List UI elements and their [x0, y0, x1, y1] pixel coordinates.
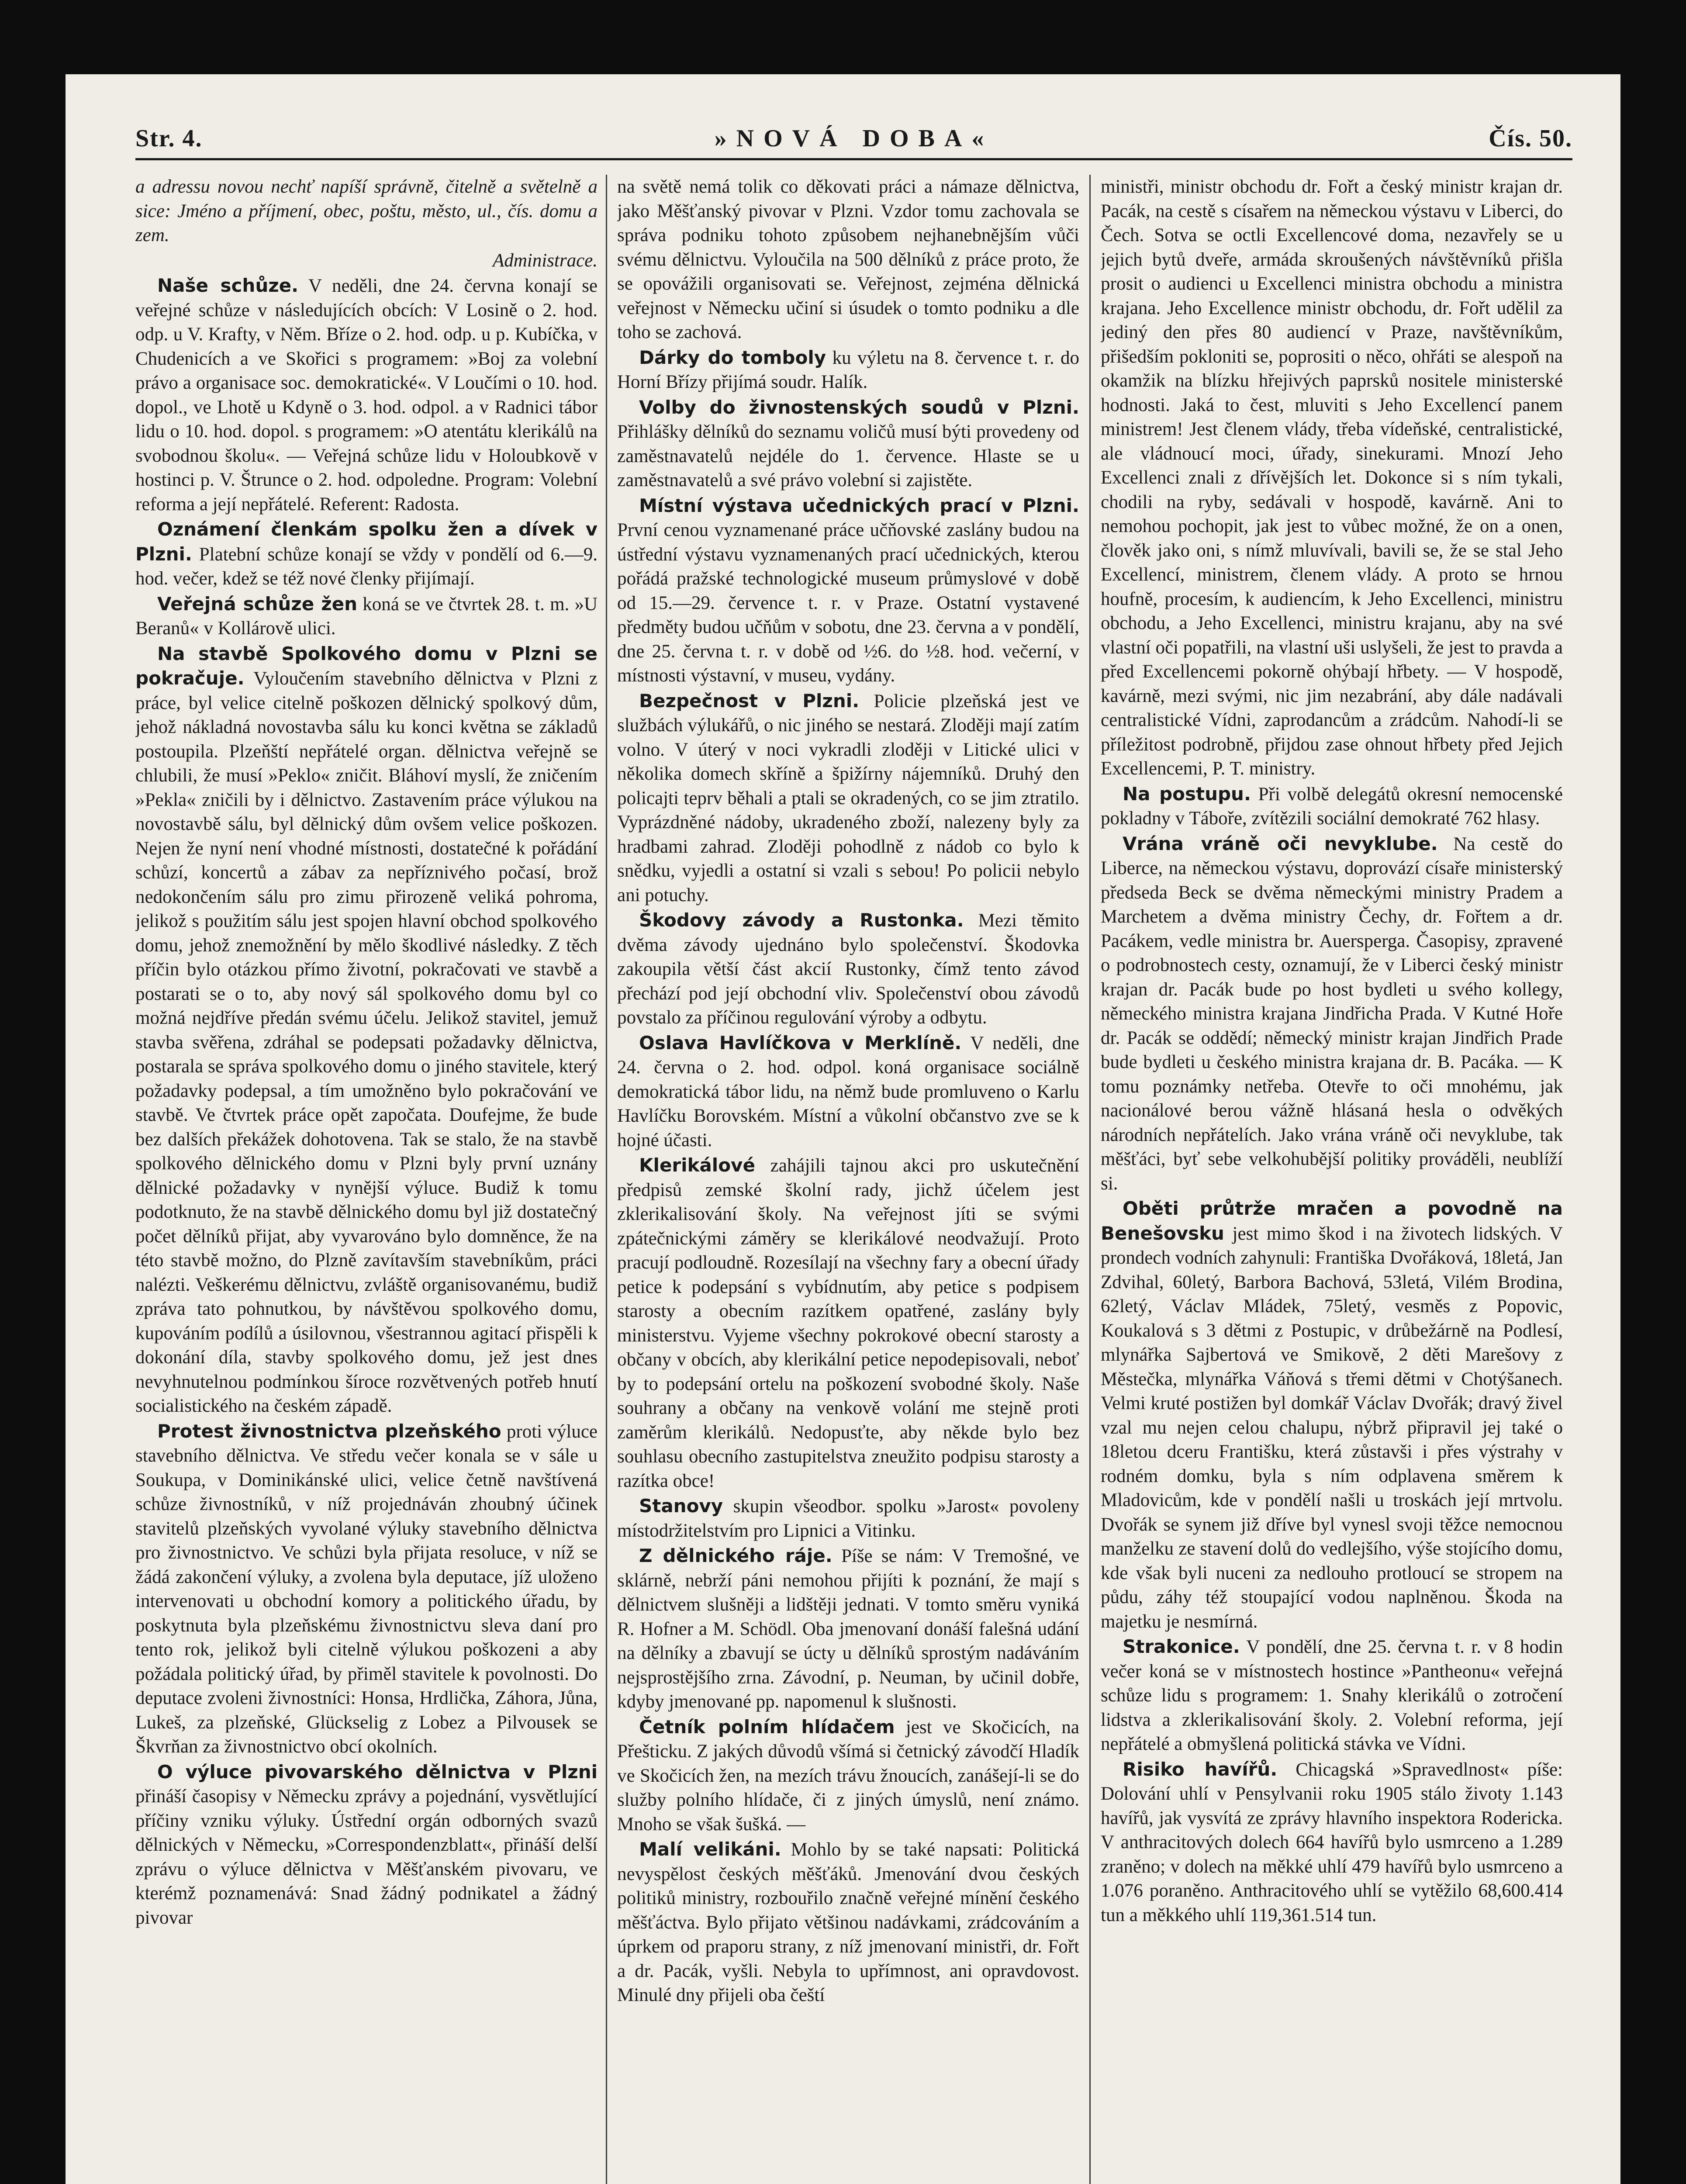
article-text: a adressu novou nechť napíší správně, čitelně a světelně a sice: Jméno a příjmení, obec, poštu, město, ul., čís. domu a zem. — [135, 176, 598, 245]
item-body: Při volbě delegátů okresní nemocenské pokladny v Táboře, zvítězili sociální demokraté 762 hlasy. — [1101, 784, 1563, 829]
item-body: V neděli, dne 24. června konají se veřejné schůze v následujících obcích: V Losině o 2. hod. odp. u V. Krafty, v Něm. Bříze o 2. hod. odp. u p. Kubíčka, v Chudenicích a ve Skořici s programem: »Boj za volební právo a organisace soc. demokratické«. V Loučími o 10. hod. dopol., ve Lhotě u Kdyně o 3. hod. odpol. a v Radnici tábor lidu o 10. hod. dopol. s programem: »O atentátu klerikálů na svobodnou školu«. — Veřejná schůze lidu v Holoubkově v hostinci p. V. Štrunce o 2. hod. odpoledne. Program: Volební reforma a její nepřátelé. Referent: Radosta. — [135, 276, 598, 515]
item-body: Píše se nám: V Tremošné, ve sklárně, nebrží páni nemohou přijíti k poznání, že mají s dělnictvem slušněji a lidštěji jednati. V tomto směru vyniká R. Hofner a M. Schödl. Oba jmenovaní donáší falešná udání na dělníky a zbavují se úcty u dělníků sprostým nadáváním nejsprostějšího zrna. Závodní, p. Neuman, by učinil dobře, kdyby jmenované pp. napomenul k slušnosti. — [617, 1546, 1079, 1712]
news-item — [135, 517, 598, 591]
item-body: skupin všeodbor. spolku »Jarost« povoleny místodržitelstvím pro Lipnici a Vitinku. — [617, 1496, 1079, 1541]
item-headline: Oznámení členkám spolku žen a dívek v Plzni. — [135, 518, 598, 565]
news-item — [1101, 832, 1563, 1196]
news-item — [617, 1544, 1079, 1714]
newspaper-title: »NOVÁ DOBA« — [714, 125, 994, 152]
item-body: První cenou vyznamenané práce učňovské zaslány budou na ústřední výstavu vyznamenaných prací učednických, kterou pořádá pražské technologické museum průmyslové v době od 15.—29. července t. r. v Praze. Ostatní vystavené předměty budou učňům v sobotu, dne 23. června a v pondělí, dne 25. června t. r. v době od ½6. do ½8. hod. večerní, v místnosti výstavní, v museu, vydány. — [617, 520, 1079, 686]
item-headline: Naše schůze. — [157, 275, 299, 296]
column-divider — [1089, 175, 1091, 2184]
news-item — [617, 689, 1079, 908]
item-headline: Bezpečnost v Plzni. — [639, 690, 860, 712]
news-item — [617, 1031, 1079, 1153]
item-headline: Na stavbě Spolkového domu v Plzni se pokračuje. — [135, 643, 598, 689]
column-divider — [606, 175, 607, 2184]
item-body: proti výluce stavebního dělnictva. Ve středu večer konala se v sále u Soukupa, v Dominikánské ulici, velice četně navštívená schůze živnostníků, v níž projednáván zhoubný účinek stavitelů plzeňských vyvolané výluky stavebního dělnictva pro živnostnictvo. Ve schůzi byla přijata resoluce, v níž se žádá zakončení výluky, a zvolena byla deputace, jíž uloženo intervenovati u obchodní komory a politického úřadu, by poskytnuta byla plzeňskému živnostnictvu sleva daní pro tento rok, jelikož byli citelně výlukou poškozeni a aby požádala politický úřad, by přiměl stavitele k povolnosti. Do deputace zvoleni živnostníci: Honsa, Hrdlička, Záhora, Jůna, Lukeš, za plzeňské, Glückselig z Lobez a Pilvousek se Škvrňan za živnostnictvo obcí okolních. — [135, 1421, 598, 1757]
item-body: Chicagská »Spravedlnost« píše: Dolování uhlí v Pensylvanii roku 1905 stálo životy 1.143 havířů, jak vysvítá ze zprávy hlavního inspektora Rodericka. V anthracitových dolech 664 havířů bylo usmrceno a 1.289 zraněno; v dolech na měkké uhlí 479 havířů bylo usmrceno a 1.076 poraněno. Anthracitového uhlí se vytěžilo 68,600.414 tun a měkkého uhlí 119,361.514 tun. — [1101, 1759, 1563, 1925]
item-headline: Oběti průtrže mračen a povodně na Benešovsku — [1101, 1198, 1563, 1244]
item-body: koná se ve čtvrtek 28. t. m. »U Beranů« v Kollárově ulici. — [135, 594, 598, 639]
item-headline: Klerikálové — [639, 1154, 755, 1176]
item-headline: Místní výstava učednických prací v Plzni. — [639, 494, 1079, 516]
item-headline: Risiko havířů. — [1123, 1758, 1278, 1780]
item-headline: Na postupu. — [1123, 783, 1251, 805]
column-3 — [1101, 175, 1563, 2184]
item-body: V neděli, dne 24. června o 2. hod. odpol. koná organisace sociálně demokratická tábor lidu, na němž bude promluveno o Karlu Havlíčku Borovském. Místní a vůkolní občanstvo zve se k hojné účasti. — [617, 1033, 1079, 1151]
item-headline: Strakonice. — [1123, 1636, 1240, 1657]
news-item — [135, 1419, 598, 1759]
news-item — [1101, 1635, 1563, 1756]
news-item — [617, 1837, 1079, 2008]
item-body: Přihlášky dělníků do seznamu voličů musí býti provedeny od zaměstnavatelů nejdéle do 1. července. Hlaste se u zaměstnavatelů a své právo volební si zajistěte. — [617, 422, 1079, 491]
item-headline: Malí velikáni. — [639, 1838, 781, 1860]
item-body: Vyloučením stavebního dělnictva v Plzni z práce, byl velice citelně poškozen dělnický spolkový dům, jehož nákladná novostavba sálu ku konci května se základů postoupila. Plzeňští nepřátelé organ. dělnictva veřejně se chlubili, že musí »Peklo« zničit. Bláhoví myslí, že zničením »Pekla« zničili by i dělnictvo. Zastavením práce výlukou na novostavbě sálu, byl dělnický dům ovšem velice poškozen. Nejen že nyní není vhodné místnosti, dostatečné k pořádání schůzí, koncertů a zábav za nepříznivého počasí, brož nedokončením sálu pro zimu přirozeně veliká pohroma, jelikož s použitím sálu jest spojen hlavní obchod spolkového domu, jehož znemožnění by mělo škodlivé následky. Z těch příčin bylo otázkou přímo životní, pokračovati ve stavbě a postarati se o to, aby nový sál spolkového domu byl co možná nejdříve předán svému účelu. Jelikož stavitel, jemuž stavba svěřena, zdráhal se podepsati požadavky dělnictva, postarala se správa spolkového domu o jiného stavitele, který požadavky podepsal, a tím umožněno bylo pokračování ve stavbě. Ve čtvrtek práce opět započata. Doufejme, že bude bez dalších překážek dohotovena. Tak se stalo, že na stavbě spolkového dělnického domu v Plzni byly první uznány dělnické požadavky v nynější výluce. Budiž k tomu podotknuto, že na stavbě dělnického domu byl již dostatečný počet dělníků přijat, aby vyvarováno bylo domněnce, že na této stavbě možno, do Plzně zavítavším stavebníkům, práci nalézti. Veškerému dělnictvu, zvláště organisovanému, budiž zpráva tato pohnutkou, by návštěvou spolkového domu, kupováním podílů a úsilovnou, všestrannou agitací přispěli k dokonání díla, stavby spolkového domu, jež jest dnes nevyhnutelnou podmínkou šíroce rozvětvených potřeb hnutí socialistického na českém západě. — [135, 668, 598, 1416]
item-body: V pondělí, dne 25. června t. r. v 8 hodin večer koná se v místnostech hostince »Pantheonu« veřejná schůze lidu s programem: 1. Snahy klerikálů o zotročení lidstva a zklerikalisování školy. 2. Volební reforma, její nepřátelé a obmyšlená politická stávka ve Vídni. — [1101, 1637, 1563, 1754]
item-body: Policie plzeňská jest ve službách výlukářů, o nic jiného se nestará. Zloději mají zatím volno. V úterý v noci vykradli zloději v Litické ulici v několika domech skříně a špižírny nájemníků. Druhý den policajti teprv běhali a ptali se okradených, co se jim ztratilo. Vyprázdněné nádoby, ukradeného zboží, nalezeny byly za hradbami zahrad. Zloději pohodlně z nádob co bylo k snědku, vyjedli a ostatní si vzali s sebou! Po policii nebylo ani potuchy. — [617, 691, 1079, 905]
item-headline: Četník polním hlídačem — [639, 1716, 895, 1738]
item-headline: Dárky do tomboly — [639, 346, 826, 368]
news-item — [135, 1760, 598, 1930]
item-body: Mezi těmito dvěma závody ujednáno bylo společenství. Škodovka zakoupila větší část akcií Rustonky, čímž tento závod přechází pod její obchodní vliv. Společenství obou závodů povstalo za příčinou regulování výroby a odbytu. — [617, 910, 1079, 1028]
news-item — [135, 273, 598, 516]
news-item — [617, 395, 1079, 493]
page-header — [135, 124, 1572, 155]
page-number: Str. 4. — [135, 125, 203, 152]
item-headline: Z dělnického ráje. — [639, 1545, 833, 1566]
signature: Administrace. — [492, 250, 598, 271]
item-body: Mohlo by se také napsati: Politická nevyspělost českých měšťáků. Jmenování dvou českých politiků ministry, rozbouřilo značně veřejné mínění českého měšťáctva. Bylo přijato většinou nadávkami, zrádcováním a úprkem od praporu strany, z níž jmenovaní ministři, dr. Fořt a dr. Pacák, vyšli. Nebyla to upřímnost, ani opravdovost. Minulé dny přijeli oba čeští — [617, 1839, 1079, 2005]
news-item — [617, 494, 1079, 688]
news-item — [1101, 782, 1563, 831]
item-body: zahájili tajnou akci pro uskutečnění předpisů zemské školní rady, jichž účelem jest zklerikalisování školy. Na veřejnost jíti se svými zpátečnickými záměry se klerikálové neodvažují. Proto pracují podloudně. Rozesílají na všechny fary a obecní úřady petice k podepsání s vybídnutím, aby petice s podpisem starosty a obecním razítkem opatřené, zaslány byly ministerstvu. Vyjeme všechny pokrokové obecní starosty a občany v obcích, aby klerikální petice nepodepisovali, neboť by to podepsání ortelu na poškození svobodné školy. Naše souhrany a občany na venkově volání me stejně proti zaměrům klerikálů. Nedopusťte, aby někde bylo bez souhlasu obecního zastupitelstva zneužito podpisu starosty a razítka obce! — [617, 1155, 1079, 1491]
issue-number: Čís. 50. — [1489, 125, 1572, 152]
item-headline: Vrána vráně oči nevyklube. — [1123, 833, 1438, 854]
newspaper-page — [66, 74, 1620, 2184]
news-item — [1101, 1757, 1563, 1928]
column-2 — [617, 175, 1079, 2184]
header-rule — [135, 158, 1572, 160]
item-headline: Škodovy závody a Rustonka. — [639, 909, 964, 931]
article-text: ministři, ministr obchodu dr. Fořt a český ministr krajan dr. Pacák, na cestě s císařem na německou výstavu v Liberci, do Čech. Sotva se octli Excellencové doma, nezavřely se u jejich bytů dveře, armáda skroušených návštěvníků přišla prosit o audienci u Excellenci ministra obchodu a ministra krajana. Jeho Excellence ministr obchodu, dr. Fořt udělil za jediný den přes 80 audiencí v Praze, navštěvníkům, přišedším pokloniti se, poprositi o něco, ohřáti se alespoň na okamžik na blízku hřejivých paprsků nositele ministerské hodnosti. Jaká to čest, mluviti s Jeho Excellencí panem ministrem! Jest členem vlády, třeba vídeňské, centralistické, ale vládnoucí moci, úřady, sinekurami. Mnozí Jeho Excellenci znali z dřívějších let. Dokonce si s ním tykali, chodili na ryby, sedávali v hospodě, kavárně. Ani to nemohou pochopit, jak jest to vůbec možné, že on a onen, člověk jako oni, s nímž mluvívali, bavili se, že se stal Jeho Excellencí, ministrem, členem vlády. A proto se hrnou houfně, procesím, k audiencím, k Jeho Excellenci, ministru obchodu, a Jeho Excellenci, ministru krajanu, aby na své vlastní oči popatřili, na vlastní uši uslyšeli, že jest to pravda a před Excellencemi pokorně ohýbají hřbety. — V hospodě, kavárně, mezi svými, nic jim nezabrání, aby dále nadávali centralistické Vídni, zaprodancům a zrádcům. Nahodí-li se příležitost podrobně, přijdou zase ohnout hřbety před Jejich Excellencemi, P. T. ministry. — [1101, 176, 1563, 779]
news-item — [617, 908, 1079, 1030]
news-item — [135, 642, 598, 1418]
item-body: ku výletu na 8. července t. r. do Horní Břízy přijímá soudr. Halík. — [617, 347, 1079, 392]
news-item — [1101, 1196, 1563, 1634]
news-item — [617, 346, 1079, 394]
item-headline: O výluce pivovarského dělnictva v Plzni — [157, 1761, 598, 1783]
article-text: na světě nemá tolik co děkovati práci a námaze dělnictva, jako Měšťanský pivovar v Plzni. Vzdor tomu zachovala se správa podniku tohoto způsobem nejhanebnějším vůči svému dělnictvu. Vyloučila na 500 dělníků z práce proto, že se opovážili organisovati se. Veřejnost, zejména dělnická veřejnost v Německu učiní si úsudek o tomto podniku a dle toho se zachová. — [617, 176, 1079, 342]
news-item — [617, 1153, 1079, 1493]
item-headline: Volby do živnostenských soudů v Plzni. — [639, 396, 1079, 418]
item-headline: Veřejná schůze žen — [157, 593, 358, 615]
item-body: přináší časopisy v Německu zprávy a pojednání, vysvětlující příčiny vzniku výluky. Ústřední orgán odborných svazů dělnických v Německu, »Correspondenzblatt«, přináší delší zprávu o výluce dělnictva v Měšťanském pivovaru, ve kterémž poznamenává: Snad žádný podnikatel a žádný pivovar — [135, 1786, 598, 1928]
item-headline: Protest živnostnictva plzeňského — [157, 1420, 501, 1442]
item-body: Platební schůze konají se vždy v pondělí od 6.—9. hod. večer, kdež se též nové členky přijímají. — [135, 544, 598, 589]
item-headline: Stanovy — [639, 1495, 723, 1517]
item-body: Na cestě do Liberce, na německou výstavu, doprovází císaře ministerský předseda Beck se dvěma německými ministry Pradem a Marchetem a dvěma ministry Čechy, dr. Fořtem a dr. Pacákem, vedle ministra br. Auersperga. Časopisy, zpravené o podrobnostech cesty, oznamují, že v Liberci český ministr krajan dr. Pacák bude po host bydleti u svého kollegy, německého ministra krajana Jindřicha Prada. V Kutné Hoře dr. Pacák se oddědí; německý ministr krajan Jindřich Prade bude bydleti u českého ministra krajana dr. B. Pacáka. — K tomu poznámky netřeba. Otevře to oči mnohému, jak nacionálové berou vážně hlásaná hesla o odvěkých národních nepřátelích. Jako vrána vráně oči nevyklube, tak měšťáci, byť sebe velkohubější politiky prováděli, neublíží si. — [1101, 833, 1563, 1194]
news-item — [617, 1494, 1079, 1543]
item-headline: Oslava Havlíčkova v Merklíně. — [639, 1032, 962, 1054]
column-1 — [135, 175, 598, 2184]
item-body: jest mimo škod i na životech lidských. V prondech vodních zahynuli: Františka Dvořáková, 18letá, Jan Zdvihal, 60letý, Barbora Bachová, 53letá, Vilém Brodina, 62letý, Václav Mládek, 75letý, vesměs z Popovic, Koukalová s 3 dětmi z Postupic, v drůbežárně na Podlesí, mlynářka Sajbertová ve Smikově, 2 děti Marešovy z Městečka, mlynářka Váňová s třemi dětmi v Chotýšanech. Velmi kruté postižen byl domkář Václav Dvořák; dravý živel vzal mu nejen celou chalupu, nýbrž připravil jej také o 18letou dceru Františku, která zůstavši i přes výstrahy v rodném domku, byla s ním odplavena směrem k Mladovicům, kde v pondělí našli u troskách její mrtvolu. Dvořák se synem již dříve byl vynesl svoji těžce nemocnou manželku ze stavení dolů do vedlejšího, výše stojícího domu, kde však byli nuceni za nedlouho protloucí se stropem na půdu, záhy též stoupající vodou naplněnou. Škoda na majetku je nesmírná. — [1101, 1223, 1563, 1632]
news-item — [617, 1715, 1079, 1837]
item-body: jest ve Skočicích, na Přešticku. Z jakých důvodů všímá si četnický závodčí Hladík ve Skočicích žen, na mezích trávu žnoucích, zanášejí-li se do služby polního hlídače, či z jiných úmyslů, není známo. Mnoho se však šušká. — — [617, 1717, 1079, 1835]
news-item — [135, 592, 598, 641]
